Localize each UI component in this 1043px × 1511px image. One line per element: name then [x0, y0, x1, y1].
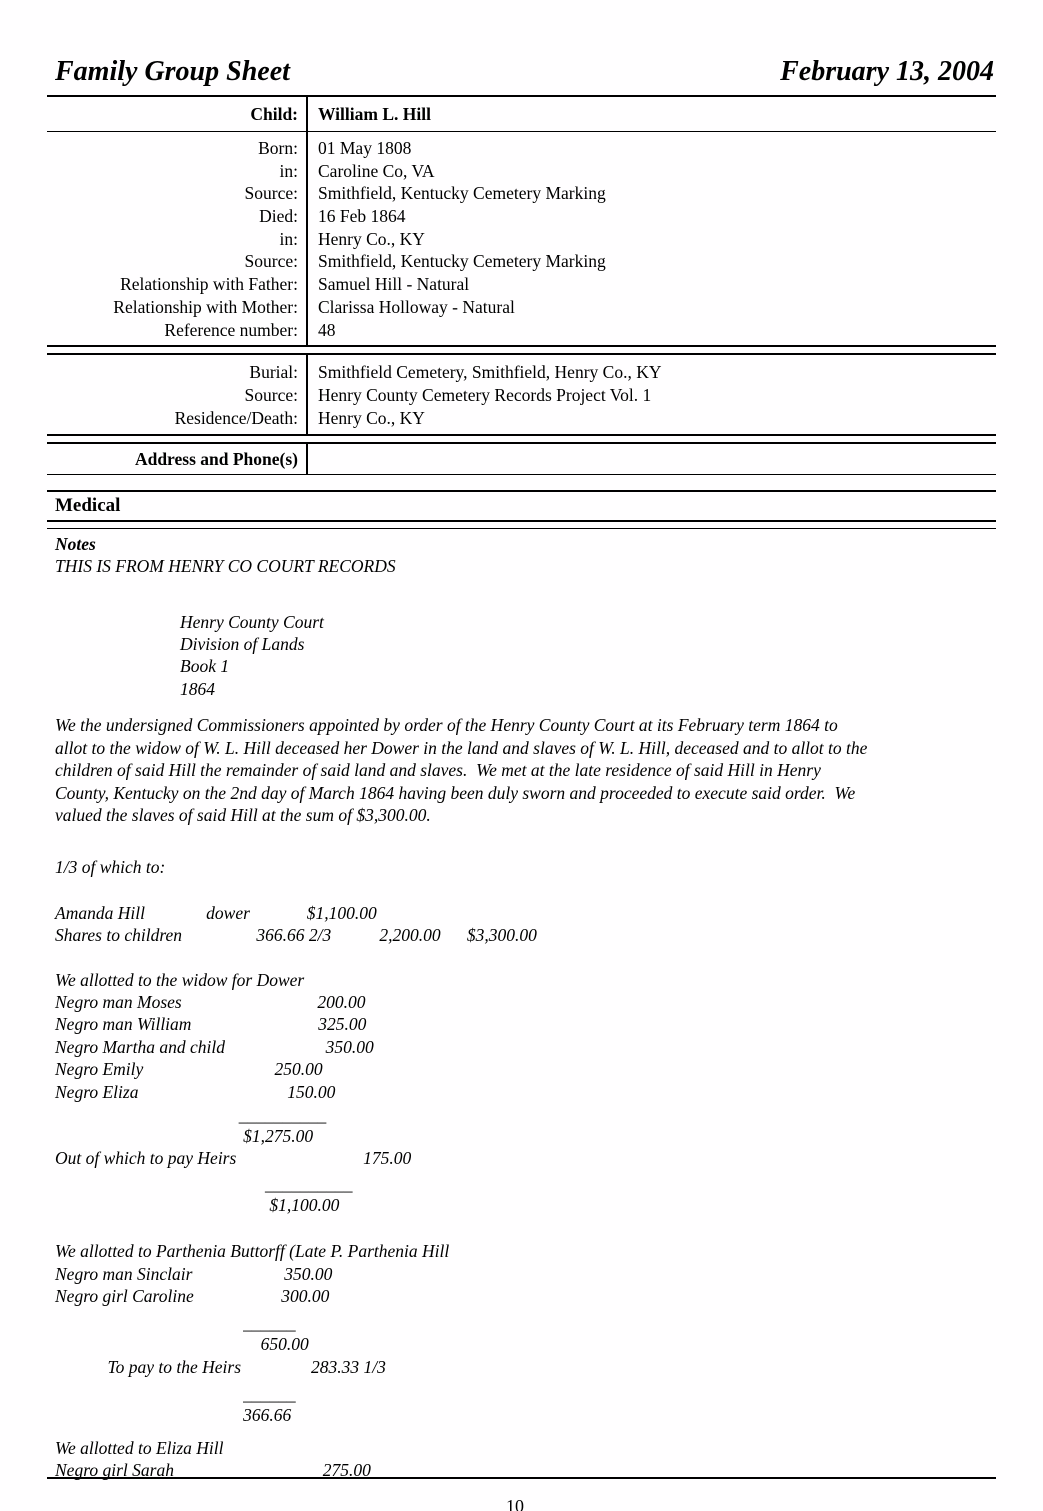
- vitals-value-col: [308, 132, 996, 345]
- vitals-label-col: [47, 132, 308, 345]
- row-value: Smithfield Cemetery, Smithfield, Henry Co., KY: [318, 362, 662, 383]
- row-label: Born:: [258, 138, 298, 158]
- parthenia-subtotal-block: [55, 1313, 996, 1378]
- row-value: Smithfield, Kentucky Cemetery Marking: [318, 183, 606, 204]
- commissioners-paragraph: [55, 714, 996, 826]
- notes-line: Henry County Court: [180, 611, 324, 632]
- page-title: Family Group Sheet: [55, 56, 290, 87]
- row-value: 16 Feb 1864: [318, 206, 406, 227]
- notes-line: Negro man Sinclair 350.00: [55, 1263, 333, 1284]
- row-label: in:: [279, 160, 298, 181]
- row-value: Samuel Hill - Natural: [318, 274, 470, 295]
- row-value: Henry County Cemetery Records Project Vol. 1: [318, 384, 652, 405]
- notes-line: We the undersigned Commissioners appointed by order of the Henry County Court at its February term 1864 to: [55, 715, 838, 736]
- vitals-block: [47, 132, 996, 345]
- notes-line: We allotted to the widow for Dower: [55, 969, 305, 990]
- notes-line: 366.66: [55, 1405, 292, 1426]
- notes-line: Negro man Moses 200.00: [55, 991, 366, 1012]
- row-label: Source:: [244, 183, 298, 204]
- row-value: [318, 444, 996, 474]
- eliza-allotment-block: [55, 1437, 996, 1482]
- notes-line: Negro Martha and child 350.00: [55, 1036, 374, 1057]
- notes-line: $1,275.00: [55, 1125, 314, 1146]
- sum-rule: ______: [55, 1384, 296, 1405]
- row-label: Address and Phone(s): [134, 449, 298, 470]
- divider-rule: [47, 528, 996, 529]
- dower-shares-block: [55, 902, 996, 947]
- footer-rule: [47, 1477, 996, 1479]
- row-label: Burial:: [249, 362, 298, 383]
- child-label-col: [47, 97, 308, 131]
- parthenia-total-block: [55, 1384, 996, 1426]
- header: [47, 0, 996, 95]
- widow-subtotal-block: [55, 1105, 996, 1170]
- notes-line: Negro girl Caroline 300.00: [55, 1286, 330, 1306]
- widow-allotment-block: [55, 969, 996, 1103]
- court-record-block: [55, 611, 996, 701]
- notes-line: THIS IS FROM HENRY CO COURT RECORDS: [55, 556, 396, 577]
- row-label: Source:: [244, 251, 298, 272]
- notes-line: Shares to children 366.66 2/3 2,200.00 $3,300.00: [55, 925, 537, 946]
- double-rule: [47, 434, 996, 444]
- row-label: Died:: [259, 206, 298, 227]
- widow-total-block: [55, 1174, 996, 1216]
- row-label: Residence/Death:: [174, 407, 298, 428]
- row-value: William L. Hill: [318, 104, 431, 124]
- notes-line: We allotted to Eliza Hill: [55, 1437, 224, 1458]
- row-label: in:: [279, 228, 298, 249]
- notes-line: 650.00: [55, 1334, 309, 1355]
- sum-rule: __________: [55, 1104, 327, 1125]
- notes-line: Negro Eliza 150.00: [55, 1081, 336, 1102]
- row-value: Caroline Co, VA: [318, 160, 435, 181]
- address-label-col: [47, 444, 308, 474]
- notes-line: We allotted to Parthenia Buttorff (Late P. Parthenia Hill: [55, 1241, 450, 1262]
- burial-label-col: [47, 355, 308, 434]
- row-label: Source:: [244, 384, 298, 405]
- notes-line: 1864: [180, 678, 215, 699]
- notes-line: Book 1: [180, 656, 230, 677]
- notes-line: allot to the widow of W. L. Hill deceased her Dower in the land and slaves of W. L. Hill, deceased and to allot to the: [55, 737, 868, 758]
- sum-rule: ______: [55, 1313, 296, 1334]
- row-value: 01 May 1808: [318, 138, 412, 158]
- notes-line: Negro girl Sarah 275.00: [55, 1460, 371, 1481]
- notes-line: 1/3 of which to:: [55, 857, 166, 878]
- row-label: Relationship with Father:: [120, 274, 298, 295]
- address-row: [47, 444, 996, 474]
- row-value: Clarissa Holloway - Natural: [318, 296, 515, 317]
- row-value: Smithfield, Kentucky Cemetery Marking: [318, 251, 606, 272]
- notes-line: Negro Emily 250.00: [55, 1059, 323, 1080]
- sum-rule: __________: [55, 1173, 353, 1194]
- sheet: [47, 0, 996, 1481]
- row-label: Relationship with Mother:: [113, 296, 298, 317]
- notes-line: Amanda Hill dower $1,100.00: [55, 902, 377, 923]
- page-number: 10: [506, 1496, 524, 1511]
- notes-line: Out of which to pay Heirs 175.00: [55, 1148, 412, 1169]
- notes-line: Division of Lands: [180, 634, 305, 655]
- burial-value-col: [308, 355, 996, 434]
- row-label: Reference number:: [164, 319, 298, 340]
- notes-line: valued the slaves of said Hill at the sum of $3,300.00.: [55, 804, 431, 825]
- address-value-col: [308, 444, 996, 474]
- row-value: Henry Co., KY: [318, 407, 425, 428]
- notes-line: To pay to the Heirs 283.33 1/3: [55, 1356, 386, 1377]
- parthenia-allotment-block: [55, 1240, 996, 1307]
- burial-block: [47, 355, 996, 434]
- notes-line: Negro man William 325.00: [55, 1014, 367, 1035]
- medical-heading: Medical: [47, 490, 996, 522]
- divider-rule: [47, 474, 996, 475]
- child-value-col: [308, 97, 996, 131]
- notes-heading: Notes: [55, 534, 96, 555]
- report-date: February 13, 2004: [780, 56, 994, 87]
- double-rule: [47, 345, 996, 355]
- row-label: Child:: [250, 104, 298, 124]
- row-value: 48: [318, 319, 336, 340]
- notes-line: children of said Hill the remainder of said land and slaves. We met at the late residence of said Hill in Henry: [55, 760, 821, 781]
- child-row: [47, 97, 996, 131]
- notes-line: County, Kentucky on the 2nd day of March 1864 having been duly sworn and proceeded to execute said order. We: [55, 782, 856, 803]
- row-value: Henry Co., KY: [318, 228, 425, 249]
- notes-section: [47, 533, 996, 1481]
- notes-line: $1,100.00: [55, 1194, 340, 1215]
